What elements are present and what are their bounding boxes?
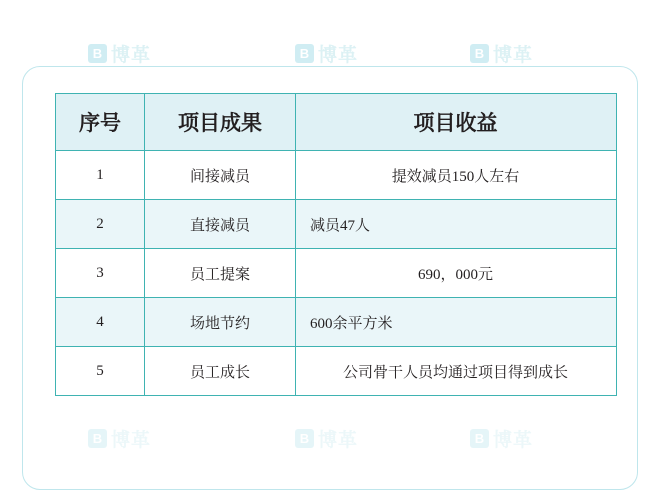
brand-logo-icon: B xyxy=(470,44,489,63)
brand-logo-icon: B xyxy=(88,429,107,448)
cell-item: 间接减员 xyxy=(145,151,296,200)
header-cell-no: 序号 xyxy=(56,94,145,151)
watermark-3 xyxy=(470,40,533,67)
cell-item: 员工成长 xyxy=(145,347,296,396)
watermark-2 xyxy=(295,40,358,67)
table-header xyxy=(56,94,617,151)
cell-no: 2 xyxy=(56,200,145,249)
table-row xyxy=(56,347,617,396)
table-body xyxy=(56,151,617,396)
cell-gain: 减员47人 xyxy=(296,200,617,249)
table-row xyxy=(56,249,617,298)
cell-no: 1 xyxy=(56,151,145,200)
watermark-text: 博革 xyxy=(111,45,152,66)
cell-item: 员工提案 xyxy=(145,249,296,298)
cell-item: 直接减员 xyxy=(145,200,296,249)
brand-logo-icon: B xyxy=(470,429,489,448)
table-row xyxy=(56,298,617,347)
header-cell-gain: 项目收益 xyxy=(296,94,617,151)
cell-gain: 600余平方米 xyxy=(296,298,617,347)
cell-no: 5 xyxy=(56,347,145,396)
header-cell-item: 项目成果 xyxy=(145,94,296,151)
brand-logo-icon: B xyxy=(295,44,314,63)
watermark-text: 博革 xyxy=(111,430,152,451)
benefit-table-container xyxy=(55,93,608,396)
watermark-1 xyxy=(88,40,151,67)
table-row xyxy=(56,151,617,200)
brand-logo-icon: B xyxy=(88,44,107,63)
cell-gain: 公司骨干人员均通过项目得到成长 xyxy=(296,347,617,396)
table-row xyxy=(56,200,617,249)
cell-no: 3 xyxy=(56,249,145,298)
watermark-text: 博革 xyxy=(318,45,359,66)
table-header-row xyxy=(56,94,617,151)
watermark-text: 博革 xyxy=(493,45,534,66)
cell-gain: 690，000元 xyxy=(296,249,617,298)
project-benefit-table xyxy=(55,93,617,396)
cell-item: 场地节约 xyxy=(145,298,296,347)
watermark-text: 博革 xyxy=(493,430,534,451)
cell-gain: 提效减员150人左右 xyxy=(296,151,617,200)
brand-logo-icon: B xyxy=(295,429,314,448)
cell-no: 4 xyxy=(56,298,145,347)
watermark-text: 博革 xyxy=(318,430,359,451)
